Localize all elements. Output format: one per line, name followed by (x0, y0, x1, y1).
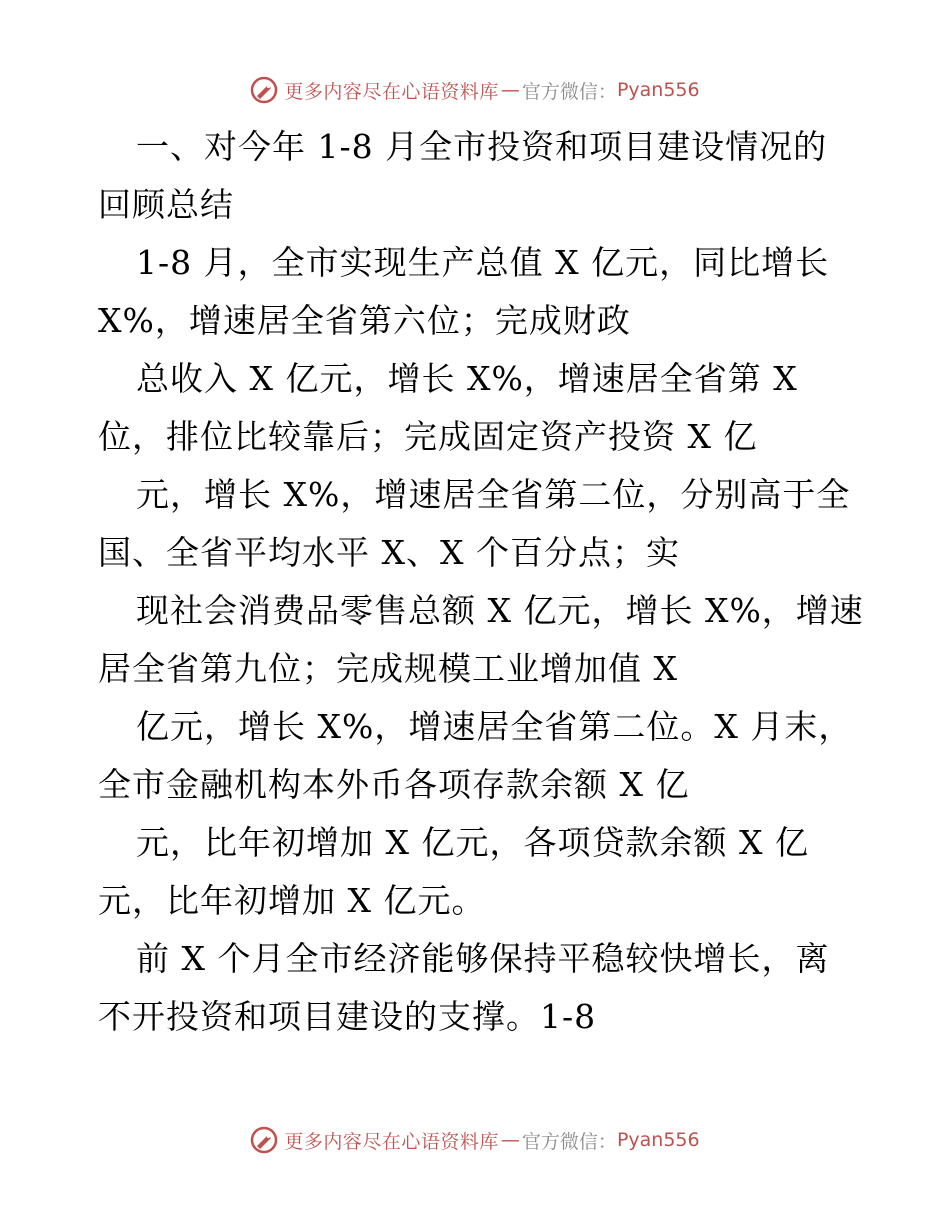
watermark-label: 官方微信： (521, 1130, 617, 1153)
watermark-wechat-id: Pyan556 (616, 1129, 700, 1151)
watermark-brand: 更多内容尽在心语资料库 (284, 1130, 499, 1153)
watermark-wechat-id: Pyan556 (616, 79, 700, 101)
text-line: X%，增速居全省第六位；完成财政 (98, 301, 631, 340)
text-line: 元，比年初增加 X 亿元。 (98, 881, 486, 920)
text-line: 1-8 月，全市实现生产总值 X 亿元，同比增长 (136, 243, 830, 282)
text-line: 元，比年初增加 X 亿元，各项贷款余额 X 亿 (136, 823, 809, 862)
text-line: 全市金融机构本外币各项存款余额 X 亿 (98, 765, 690, 804)
footer-watermark (0, 1125, 950, 1155)
text-line: 现社会消费品零售总额 X 亿元，增长 X%，增速 (136, 591, 864, 630)
text-line: 回顾总结 (98, 185, 234, 224)
text-line: 一、对今年 1-8 月全市投资和项目建设情况的 (136, 127, 828, 166)
document-body (98, 118, 868, 1046)
text-line: 位，排位比较靠后；完成固定资产投资 X 亿 (98, 417, 758, 456)
text-line: 总收入 X 亿元，增长 X%，增速居全省第 X (136, 359, 798, 398)
watermark-separator: — (500, 79, 520, 101)
watermark-brand: 更多内容尽在心语资料库 (284, 80, 499, 103)
header-watermark (0, 75, 950, 105)
text-line: 元，增长 X%，增速居全省第二位，分别高于全 (136, 475, 851, 514)
text-line: 不开投资和项目建设的支撑。1-8 (98, 997, 597, 1036)
text-line: 居全省第九位；完成规模工业增加值 X (98, 649, 678, 688)
watermark-label: 官方微信： (521, 80, 617, 103)
text-line: 前 X 个月全市经济能够保持平稳较快增长，离 (136, 939, 830, 978)
watermark-separator: — (500, 1129, 520, 1151)
pen-nib-circle-logo-icon (250, 76, 278, 104)
pen-nib-circle-logo-icon (250, 1126, 278, 1154)
text-line: 国、全省平均水平 X、X 个百分点；实 (98, 533, 680, 572)
text-line: 亿元，增长 X%，增速居全省第二位。X 月末， (136, 707, 853, 746)
